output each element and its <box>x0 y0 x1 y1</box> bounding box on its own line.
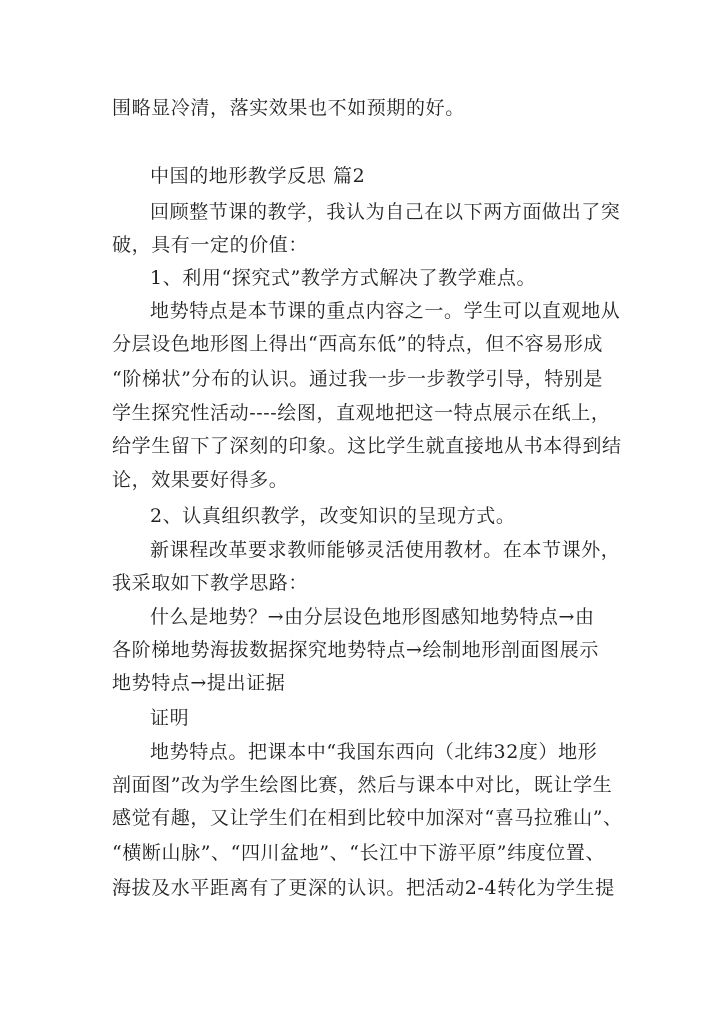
text-line: 围略显冷清，落实效果也不如预期的好。 <box>112 97 465 119</box>
text-line: 地势特点→提出证据 <box>112 672 286 694</box>
text-line: 各阶梯地势海拔数据探究地势特点→绘制地形剖面图展示 <box>112 639 599 661</box>
text-line: 学生探究性活动----绘图，直观地把这一特点展示在纸上， <box>112 402 611 424</box>
text-line: 论，效果要好得多。 <box>112 469 289 491</box>
section-heading: 中国的地形教学反思 篇2 <box>150 165 366 187</box>
list-item-heading: 1、利用“探究式”教学方式解决了教学难点。 <box>150 267 537 289</box>
text-line: 感觉有趣，又让学生们在相到比较中加深对“喜马拉雅山”、 <box>112 807 623 829</box>
text-line: 什么是地势？→由分层设色地形图感知地势特点→由 <box>150 606 595 628</box>
text-line: 破，具有一定的价值： <box>112 234 309 256</box>
text-line: 分层设色地形图上得出“西高东低”的特点，但不容易形成 <box>112 333 604 355</box>
text-line: 我采取如下教学思路： <box>112 572 309 594</box>
text-line: 新课程改革要求教师能够灵活使用教材。在本节课外， <box>150 539 621 561</box>
text-line: “阶梯状”分布的认识。通过我一步一步教学引导，特别是 <box>112 368 604 390</box>
text-line: 地势特点。把课本中“我国东西向（北纬32度）地形 <box>150 741 598 763</box>
text-line: 证明 <box>150 707 190 729</box>
list-item-heading: 2、认真组织教学，改变知识的呈现方式。 <box>150 505 516 527</box>
text-line: 地势特点是本节课的重点内容之一。学生可以直观地从 <box>150 300 621 322</box>
text-line: “横断山脉”、“四川盆地”、“长江中下游平原”纬度位置、 <box>112 842 606 864</box>
text-line: 给学生留下了深刻的印象。这比学生就直接地从书本得到结 <box>112 435 622 457</box>
text-line: 海拔及水平距离有了更深的认识。把活动2-4转化为学生提 <box>112 877 615 899</box>
text-line: 剖面图”改为学生绘图比赛，然后与课本中对比，既让学生 <box>112 774 613 796</box>
text-line: 回顾整节课的教学，我认为自己在以下两方面做出了突 <box>150 201 621 223</box>
